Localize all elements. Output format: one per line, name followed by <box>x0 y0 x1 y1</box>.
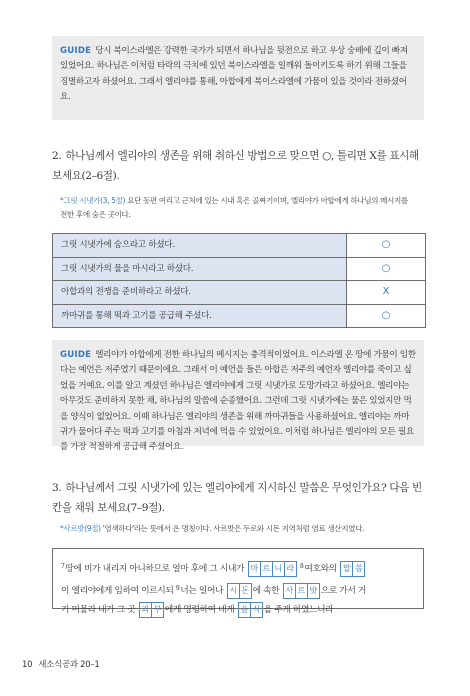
guide-tag: GUIDE <box>60 46 92 56</box>
blank-char: 르 <box>260 561 272 577</box>
blank-char: 음 <box>238 602 250 618</box>
blank-char: 돈 <box>239 583 252 599</box>
verse-text: 너는 일어나 <box>180 586 224 596</box>
blank-char: 말 <box>340 561 352 577</box>
statement-cell: 아합과의 전쟁을 준비하라고 하셨다. <box>53 281 347 304</box>
blank-char: 니 <box>272 561 284 577</box>
table-row <box>53 234 425 258</box>
blank-char: 과 <box>139 602 151 618</box>
verse-text: 에게 명령하여 네게 <box>164 605 235 615</box>
verse-text: 땅에 비가 내리지 아니하므로 얼마 후에 그 시내가 <box>65 564 245 574</box>
note-ref: *그릿 시냇가(3, 5절) <box>60 196 126 205</box>
book-title: 새소식공과 20–1 <box>38 660 100 670</box>
fill-in-verse-box <box>52 548 424 615</box>
verse-line-2 <box>61 579 417 601</box>
table-row <box>53 258 425 282</box>
verse-text: 이 엘리야에게 임하여 이르시되 <box>61 586 174 596</box>
ox-table <box>52 233 426 328</box>
verse-text: 으로 가서 거 <box>320 586 366 596</box>
answer-cell[interactable]: ○ <box>381 262 391 274</box>
note-ref: *사르밧(9절) <box>60 524 101 533</box>
question-number: 3. <box>52 482 62 494</box>
answer-cell[interactable]: ○ <box>381 239 391 250</box>
page-footer <box>22 658 99 670</box>
verse-number: 9 <box>175 585 180 592</box>
guide-text: 당시 북이스라엘은 강력한 국가가 되면서 하나님을 뒷전으로 하고 우상 숭배에 깊이 빠져 있었어요. 하나님은 이처럼 타락의 극치에 있던 북이스라엘을 일깨워 돌이키도록 하기 위해 그들을 징벌하고자 하셨어요. 그래서 엘리야를 통해, 아합에게 북이스라엘에 가뭄이 있을 것이라 전하셨어요. <box>60 46 408 103</box>
verse-number: 8 <box>299 563 304 570</box>
guide-box-1 <box>52 36 424 120</box>
blank-char: 시 <box>227 583 239 599</box>
answer-blank[interactable] <box>238 602 263 618</box>
answer-blank[interactable] <box>139 602 164 618</box>
note-text: '염색하다'라는 뜻에서 온 명칭이다. 사르밧은 두로와 시돈 지역처럼 염료 생산지였다. <box>102 524 365 533</box>
question-text: 하나님께서 엘리야의 생존을 위해 취하신 방법으로 맞으면 ○, 틀리면 X를 표시해 보세요(2–6절). <box>52 150 419 182</box>
note-2 <box>60 194 416 221</box>
blank-char: 밧 <box>307 583 320 599</box>
guide-box-2 <box>52 340 424 453</box>
blank-char: 부 <box>151 602 164 618</box>
blank-char: 식 <box>250 602 263 618</box>
verse-text: 기 머물라 내가 그 곳 <box>61 605 136 615</box>
note-text: 요단 동편 여리고 근처에 있는 시내 혹은 골짜기이며, 엘리야가 아합에게 하나님의 메시지를 전한 후에 숨은 곳이다. <box>60 196 408 219</box>
verse-line-3 <box>61 601 417 620</box>
answer-blank[interactable] <box>340 561 365 577</box>
blank-char: 마 <box>248 561 260 577</box>
blank-char: 르 <box>295 583 307 599</box>
statement-cell: 까마귀를 통해 떡과 고기를 공급해 주셨다. <box>53 305 347 328</box>
verse-text: 여호와의 <box>304 564 337 574</box>
statement-cell: 그릿 시냇가의 물을 마시라고 하셨다. <box>53 258 347 281</box>
table-row <box>53 281 425 305</box>
guide-text: 엘리야가 아합에게 전한 하나님의 메시지는 충격적이었어요. 이스라엘 온 땅에 가뭄이 임한다는 예언은 저주였기 때문이에요. 그래서 이 예언을 들은 아합은 저주의 예언자 엘리야를 죽이고 싶었을 거예요. 이를 알고 계셨던 하나님은 엘리야에게 그릿 시냇가로 도망가라고 하셨어요. 엘리야는 아무것도 준비하지 못한 채, 하나님의 말씀에 순종했어요. 그런데 그릿 시냇가에는 물은 있었지만 먹을 양식이 없었어요. 이때 하나님은 엘리야의 생존을 위해 까마귀들을 사용하셨어요. 엘리야는 까마귀가 물어다 주는 떡과 고기를 아침과 저녁에 먹을 수 있었어요. 이처럼 하나님은 엘리야의 모든 필요를 가장 적절하게 공급해 주셨어요. <box>60 350 416 453</box>
question-number: 2. <box>52 150 62 162</box>
blank-char: 씀 <box>352 561 365 577</box>
answer-cell[interactable]: X <box>382 286 390 297</box>
blank-char: 라 <box>284 561 297 577</box>
table-row <box>53 305 425 329</box>
question-text: 하나님께서 그릿 시냇가에 있는 엘리야에게 지시하신 말씀은 무엇인가요? 다음 빈칸을 채워 보세요(7–9절). <box>52 482 422 514</box>
verse-line-1 <box>61 557 417 579</box>
verse-text: 을 주게 하였느니라 <box>263 605 334 615</box>
note-3 <box>60 522 416 536</box>
answer-cell[interactable]: ○ <box>381 309 391 321</box>
page-number: 10 <box>22 660 33 670</box>
question-2 <box>52 146 424 186</box>
verse-number: 7 <box>61 563 65 570</box>
blank-char: 사 <box>283 583 295 599</box>
answer-blank[interactable] <box>248 561 297 577</box>
guide-tag: GUIDE <box>60 350 92 360</box>
answer-blank[interactable] <box>283 583 320 599</box>
question-3 <box>52 478 424 518</box>
answer-blank[interactable] <box>227 583 252 599</box>
verse-text: 에 속한 <box>252 586 280 596</box>
statement-cell: 그릿 시냇가에 숨으라고 하셨다. <box>53 234 347 257</box>
